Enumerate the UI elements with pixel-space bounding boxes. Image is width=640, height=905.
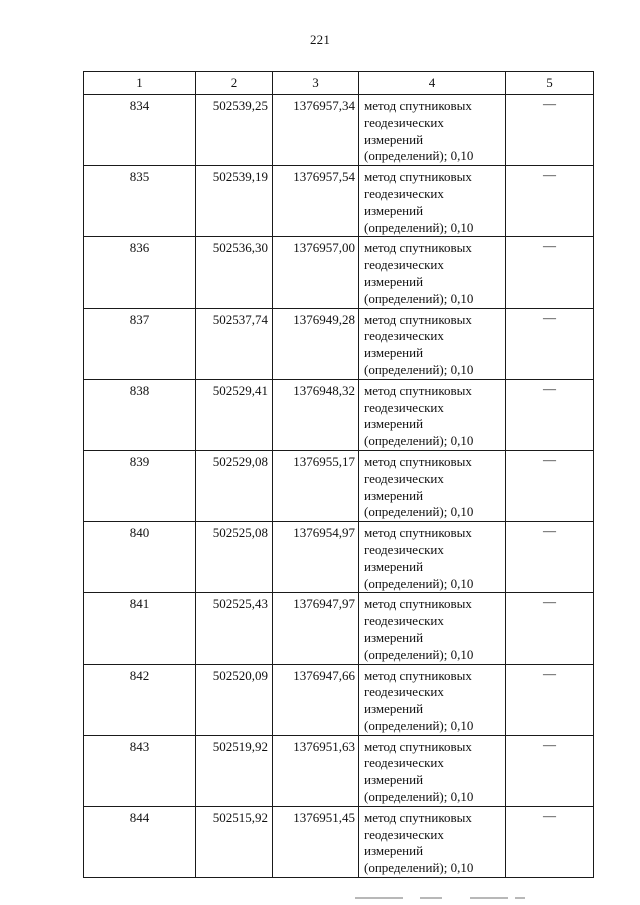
header-row (84, 72, 594, 95)
point-number: 843 (84, 735, 196, 806)
method-cell (359, 522, 506, 593)
method-text: метод спутниковых геодезических измерений (определений); 0,10 (364, 382, 474, 449)
page-number: 221 (309, 32, 331, 47)
description-cell: — (506, 450, 594, 521)
description-cell: — (506, 664, 594, 735)
coordinate-x: 502520,09 (196, 664, 273, 735)
table-row (84, 308, 594, 379)
method-text: метод спутниковых геодезических измерений (определений); 0,10 (364, 311, 474, 377)
table-header (84, 72, 594, 95)
header-col-2: 2 (196, 72, 273, 95)
description-cell: — (506, 735, 594, 806)
coordinates-table (83, 71, 594, 878)
coordinate-y: 1376957,54 (273, 166, 359, 237)
coordinate-y: 1376949,28 (273, 308, 359, 379)
description-cell: — (506, 166, 594, 237)
coordinate-y: 1376947,66 (273, 664, 359, 735)
method-text: метод спутниковых геодезических измерений (определений); 0,10 (364, 809, 474, 876)
method-cell (359, 379, 506, 450)
method-text: метод спутниковых геодезических измерений (определений); 0,10 (364, 525, 474, 591)
point-number: 841 (84, 593, 196, 664)
method-cell (359, 735, 506, 806)
method-cell (359, 166, 506, 237)
scan-artifact (420, 897, 442, 899)
header-col-1: 1 (84, 72, 196, 95)
table-row (84, 166, 594, 237)
table-row (84, 379, 594, 450)
coordinate-x: 502537,74 (196, 308, 273, 379)
description-cell: — (506, 593, 594, 664)
scan-artifact (470, 897, 508, 899)
method-cell (359, 237, 506, 308)
method-text: метод спутниковых геодезических измерений (определений); 0,10 (364, 98, 474, 164)
method-text: метод спутниковых геодезических измерений (определений); 0,10 (364, 596, 474, 662)
coordinate-x: 502529,41 (196, 379, 273, 450)
description-cell: — (506, 522, 594, 593)
table-row (84, 237, 594, 308)
table-row (84, 664, 594, 735)
coordinate-y: 1376947,97 (273, 593, 359, 664)
description-cell: — (506, 237, 594, 308)
coordinate-x: 502519,92 (196, 735, 273, 806)
coordinate-x: 502529,08 (196, 450, 273, 521)
point-number: 837 (84, 308, 196, 379)
description-cell: — (506, 379, 594, 450)
coordinate-y: 1376957,00 (273, 237, 359, 308)
scan-artifact (355, 897, 403, 899)
method-cell (359, 308, 506, 379)
coordinate-x: 502525,43 (196, 593, 273, 664)
header-col-4: 4 (359, 72, 506, 95)
method-text: метод спутниковых геодезических измерений (определений); 0,10 (364, 453, 474, 520)
point-number: 842 (84, 664, 196, 735)
coordinate-y: 1376954,97 (273, 522, 359, 593)
coordinate-y: 1376955,17 (273, 450, 359, 521)
method-cell (359, 593, 506, 664)
description-cell: — (506, 806, 594, 877)
coordinate-x: 502515,92 (196, 806, 273, 877)
point-number: 840 (84, 522, 196, 593)
description-cell: — (506, 95, 594, 166)
coordinate-y: 1376948,32 (273, 379, 359, 450)
table-body (84, 95, 594, 878)
table-row (84, 806, 594, 877)
coordinate-y: 1376951,63 (273, 735, 359, 806)
table-row (84, 735, 594, 806)
point-number: 838 (84, 379, 196, 450)
table-row (84, 95, 594, 166)
point-number: 835 (84, 166, 196, 237)
method-cell (359, 664, 506, 735)
point-number: 839 (84, 450, 196, 521)
header-col-5: 5 (506, 72, 594, 95)
method-cell (359, 806, 506, 877)
method-cell (359, 450, 506, 521)
header-col-3: 3 (273, 72, 359, 95)
point-number: 836 (84, 237, 196, 308)
coordinate-x: 502536,30 (196, 237, 273, 308)
point-number: 844 (84, 806, 196, 877)
point-number: 834 (84, 95, 196, 166)
coordinate-x: 502539,19 (196, 166, 273, 237)
table-row (84, 450, 594, 521)
method-text: метод спутниковых геодезических измерений (определений); 0,10 (364, 667, 474, 733)
scan-artifact (515, 897, 525, 899)
coordinate-y: 1376951,45 (273, 806, 359, 877)
coordinate-x: 502539,25 (196, 95, 273, 166)
method-text: метод спутниковых геодезических измерений (определений); 0,10 (364, 169, 474, 235)
table-row (84, 522, 594, 593)
coordinate-y: 1376957,34 (273, 95, 359, 166)
method-text: метод спутниковых геодезических измерений (определений); 0,10 (364, 738, 474, 805)
description-cell: — (506, 308, 594, 379)
coordinate-x: 502525,08 (196, 522, 273, 593)
table-row (84, 593, 594, 664)
method-text: метод спутниковых геодезических измерений (определений); 0,10 (364, 240, 474, 306)
method-cell (359, 95, 506, 166)
